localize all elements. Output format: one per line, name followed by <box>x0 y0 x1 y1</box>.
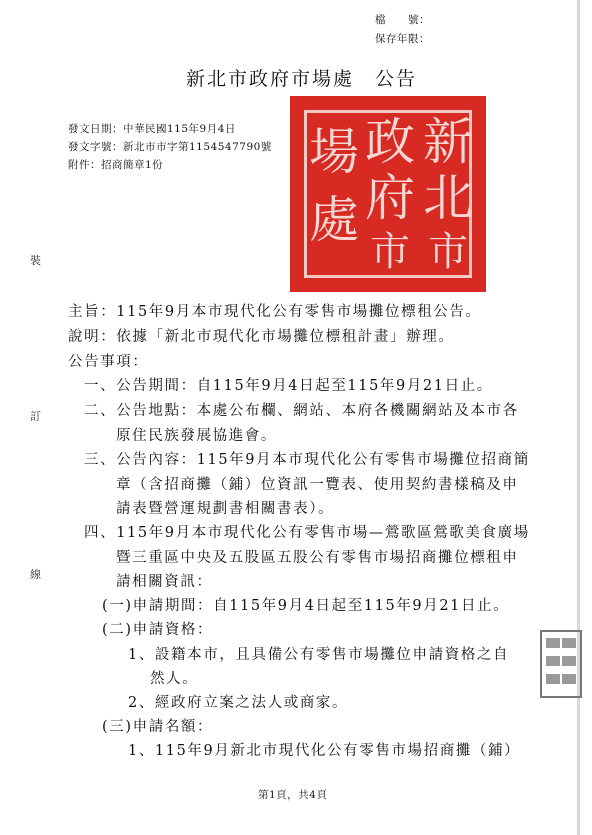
binding-mark: 訂 <box>30 410 41 423</box>
seal-char: 北 <box>423 169 473 227</box>
item-3-line: 章（含招商攤（鋪）位資訊一覽表、使用契約書樣稿及申 <box>116 477 519 493</box>
seal-char: 新 <box>423 113 473 171</box>
side-stamp <box>540 630 582 698</box>
sub-item-2: (二)申請資格： <box>102 622 214 638</box>
seal-char: 市 <box>428 229 468 275</box>
item-3-line: 三、公告內容：115年9月本市現代化公有零售市場攤位招商簡 <box>84 452 530 468</box>
binding-mark: 裝 <box>30 254 41 267</box>
sub-item-1: (一)申請期間：自115年9月4日起至115年9月21日止。 <box>102 598 510 614</box>
item-4-line: 請相關資訊： <box>116 574 213 590</box>
item-2-line: 原住民族發展協進會。 <box>116 428 277 444</box>
page-title: 新北市政府市場處 公告 <box>186 68 418 90</box>
page-edge <box>577 0 580 835</box>
official-seal <box>290 96 486 292</box>
sub-item-3-1: 1、115年9月新北市現代化公有零售市場招商攤（鋪） <box>128 743 521 759</box>
item-1: 一、公告期間：自115年9月4日起至115年9月21日止。 <box>84 378 493 394</box>
issue-date: 發文日期：中華民國115年9月4日 <box>68 123 236 135</box>
seal-char: 政 <box>365 113 415 171</box>
seal-char: 市 <box>370 229 410 275</box>
sub-item-2-1-cont: 然人。 <box>150 671 199 687</box>
file-number-label: 檔 號： <box>375 14 430 26</box>
item-4-line: 四、115年9月本市現代化公有零售市場—鶯歌區鶯歌美食廣場 <box>84 525 530 541</box>
item-3-line: 請表暨營運規劃書相關書表）。 <box>116 501 335 517</box>
explanation-line: 說明：依據「新北市現代化市場攤位標租計畫」辦理。 <box>68 329 455 345</box>
sub-item-2-1: 1、設籍本市，且具備公有零售市場攤位申請資格之自 <box>128 647 510 663</box>
seal-char: 場 <box>309 123 359 181</box>
sub-item-2-2: 2、經政府立案之法人或商家。 <box>128 695 349 711</box>
attachment: 附件：招商簡章1份 <box>68 159 164 171</box>
reference-number: 發文字號：新北市市字第1154547790號 <box>68 141 272 153</box>
seal-char: 處 <box>309 191 359 249</box>
items-heading: 公告事項： <box>68 354 149 370</box>
subject-line: 主旨：115年9月本市現代化公有零售市場攤位標租公告。 <box>68 304 482 320</box>
item-2-line: 二、公告地點：本處公布欄、網站、本府各機關網站及本市各 <box>84 403 519 419</box>
binding-mark: 線 <box>30 568 41 581</box>
page-number: 第1頁，共4頁 <box>258 789 328 801</box>
sub-item-3: (三)申請名額： <box>102 719 214 735</box>
seal-char: 府 <box>365 169 415 227</box>
item-4-line: 暨三重區中央及五股區五股公有零售市場招商攤位標租申 <box>116 550 519 566</box>
retention-label: 保存年限： <box>375 33 430 45</box>
